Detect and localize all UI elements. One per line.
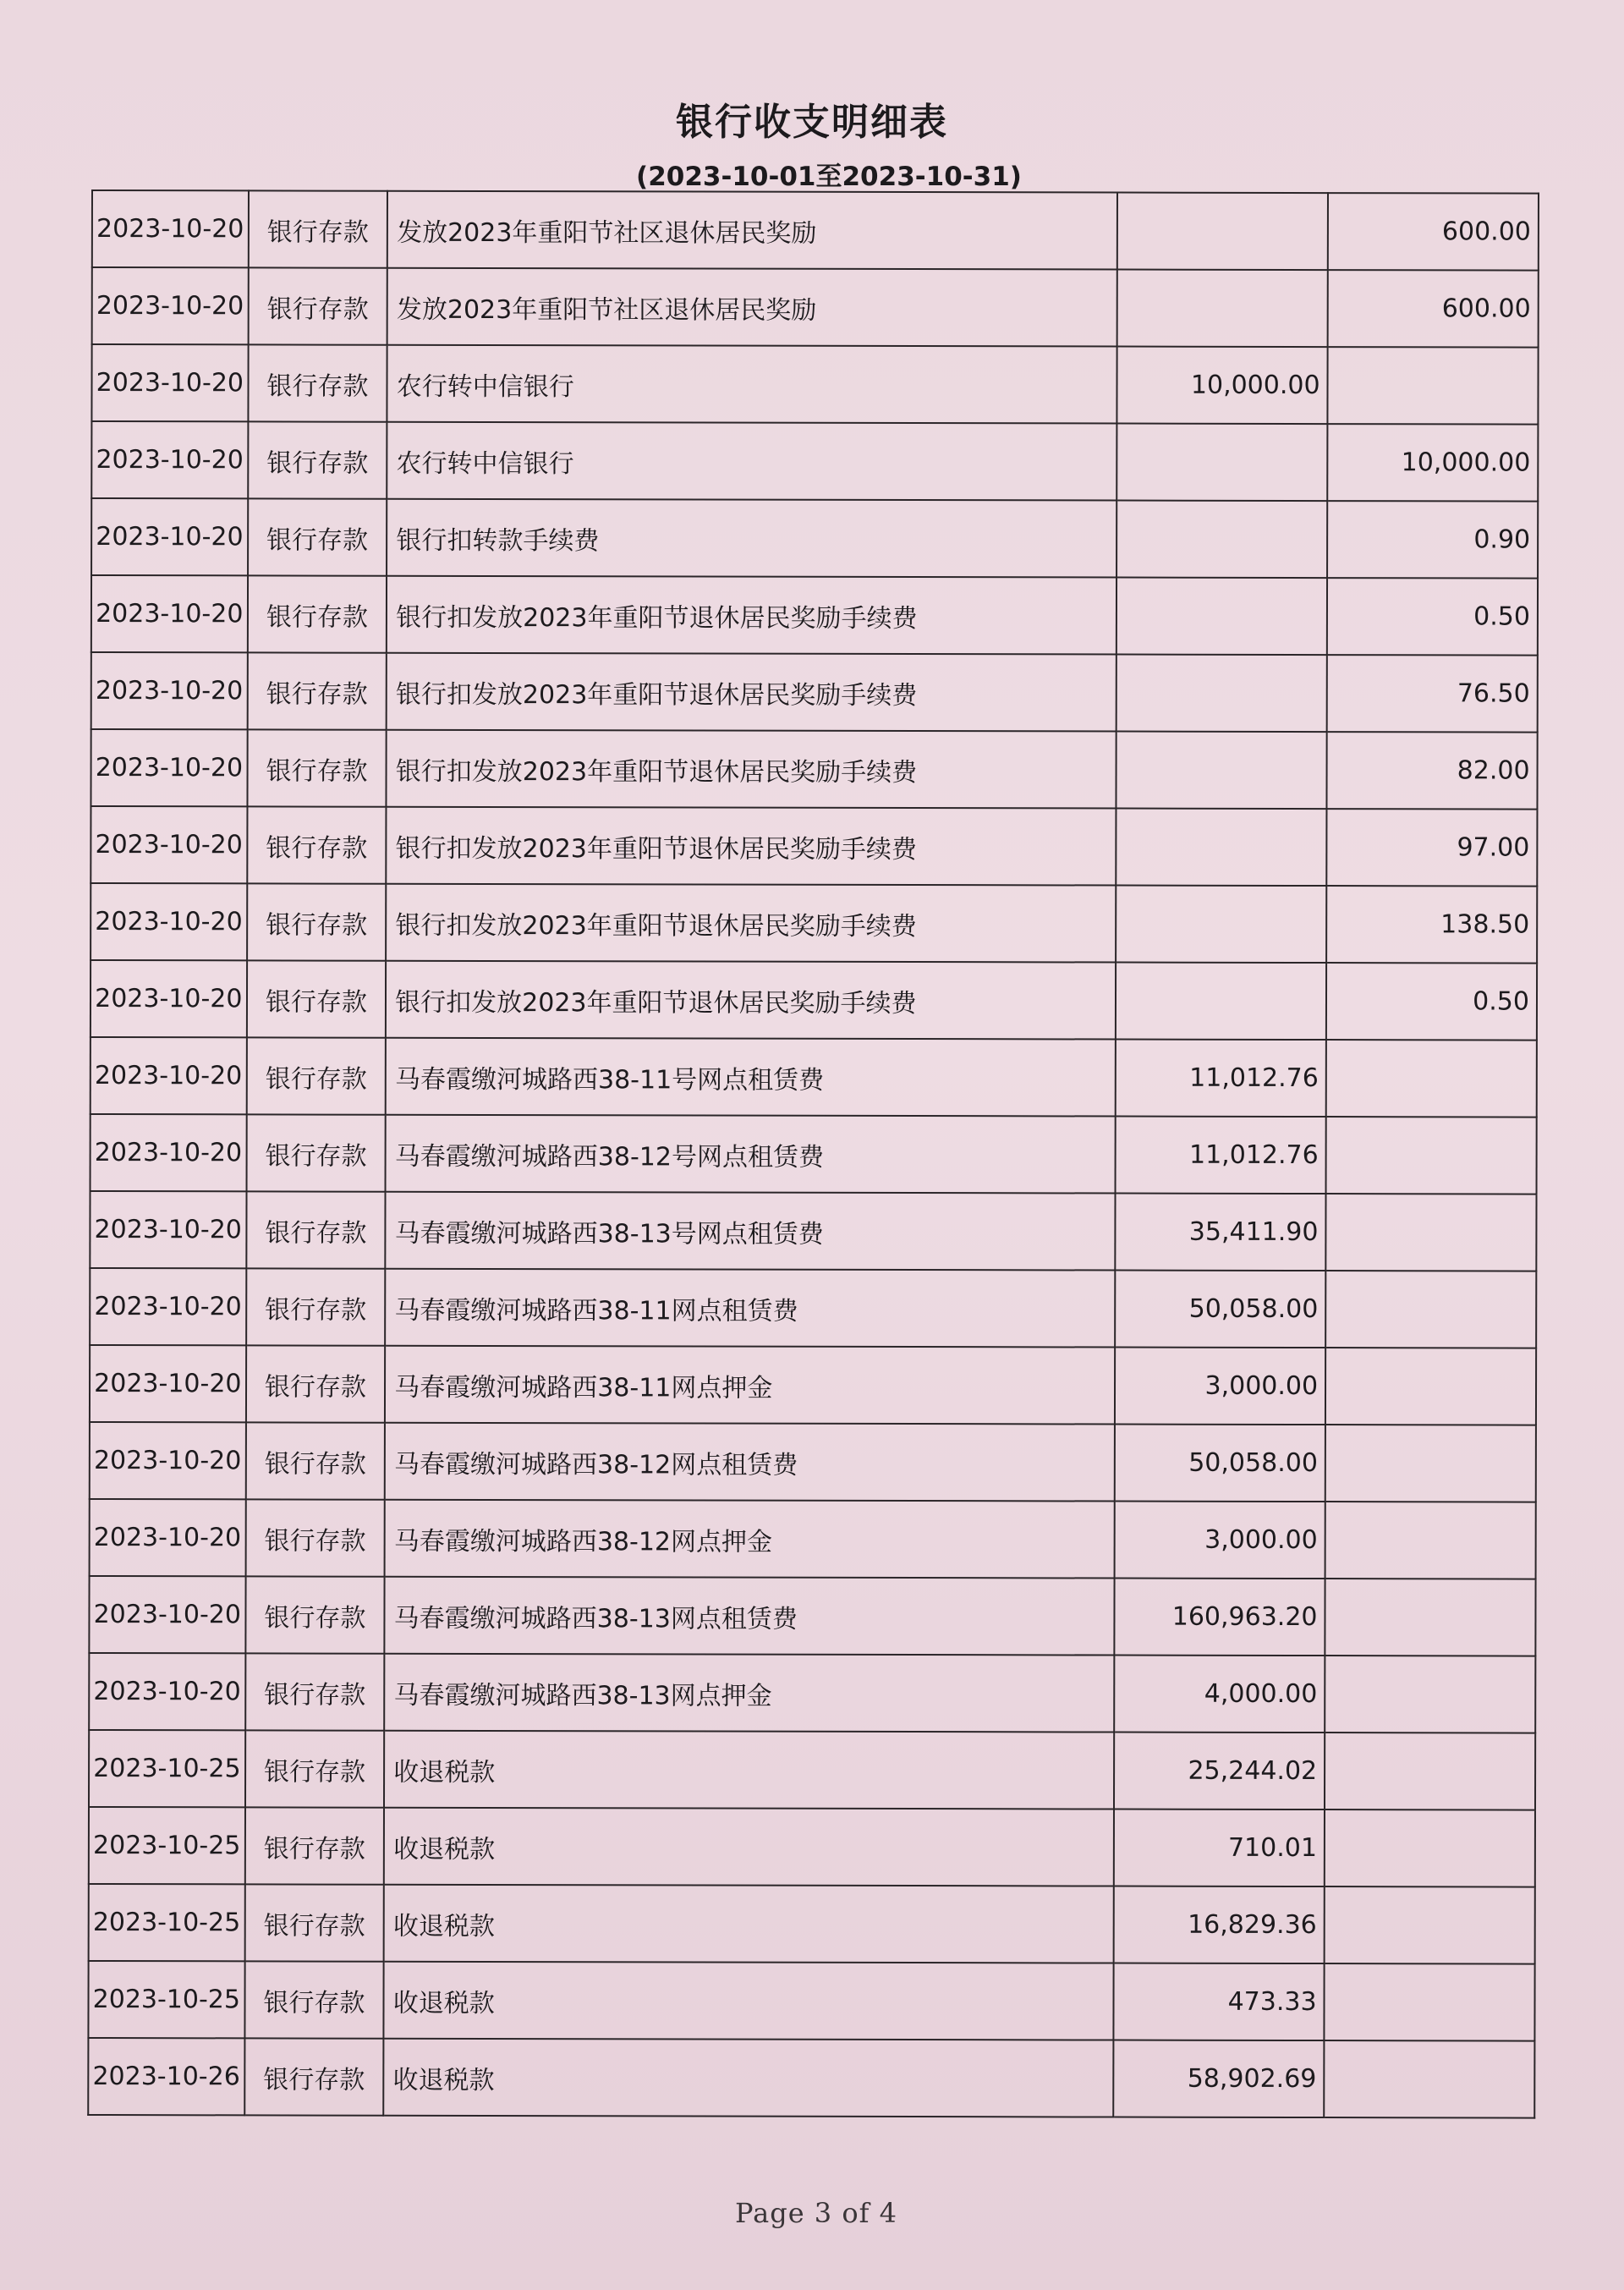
page-number: Page 3 of 4 xyxy=(735,2197,897,2229)
cell-expense xyxy=(1325,1733,1535,1810)
date-range: (2023-10-01至2023-10-31) xyxy=(636,162,1022,192)
cell-income: 35,411.90 xyxy=(1116,1194,1326,1271)
cell-expense xyxy=(1328,347,1539,425)
cell-income xyxy=(1116,655,1327,733)
cell-date: 2023-10-20 xyxy=(89,1653,245,1730)
cell-income xyxy=(1116,732,1327,810)
cell-income: 50,058.00 xyxy=(1115,1425,1325,1502)
table-row xyxy=(91,806,1537,887)
table-row xyxy=(92,267,1539,348)
cell-date: 2023-10-20 xyxy=(91,806,247,883)
cell-account: 银行存款 xyxy=(247,883,387,960)
cell-date: 2023-10-25 xyxy=(89,1730,245,1807)
page-title: 银行收支明细表 xyxy=(676,101,948,144)
cell-description: 马春霞缴河城路西38-11号网点租赁费 xyxy=(386,1038,1116,1117)
cell-expense xyxy=(1324,2040,1534,2118)
cell-account: 银行存款 xyxy=(245,1422,385,1499)
table-row xyxy=(92,190,1539,271)
cell-account: 银行存款 xyxy=(245,1499,385,1576)
cell-expense xyxy=(1324,1963,1534,2041)
table-row xyxy=(91,652,1538,733)
cell-income xyxy=(1117,193,1328,271)
cell-account: 银行存款 xyxy=(246,1345,386,1422)
cell-description: 农行转中信银行 xyxy=(387,345,1117,424)
cell-account: 银行存款 xyxy=(248,190,387,267)
table-row xyxy=(91,960,1537,1041)
cell-date: 2023-10-20 xyxy=(90,1345,246,1422)
cell-description: 马春霞缴河城路西38-12网点租赁费 xyxy=(385,1423,1115,1502)
cell-date: 2023-10-25 xyxy=(89,1807,245,1884)
cell-expense: 0.90 xyxy=(1327,501,1538,579)
cell-date: 2023-10-25 xyxy=(88,1961,244,2038)
cell-account: 银行存款 xyxy=(247,806,387,883)
table-row xyxy=(91,729,1537,810)
table-row xyxy=(89,1653,1535,1733)
cell-date: 2023-10-20 xyxy=(91,652,248,729)
cell-description: 银行扣发放2023年重阳节退休居民奖励手续费 xyxy=(386,884,1116,963)
cell-expense: 10,000.00 xyxy=(1327,424,1538,502)
table-row xyxy=(89,1730,1535,1810)
cell-account: 银行存款 xyxy=(244,2038,384,2115)
cell-expense xyxy=(1325,1425,1536,1502)
cell-expense: 76.50 xyxy=(1327,655,1538,733)
table-row xyxy=(90,1422,1536,1502)
cell-account: 银行存款 xyxy=(248,498,387,575)
cell-date: 2023-10-26 xyxy=(88,2038,244,2115)
cell-description: 马春霞缴河城路西38-12网点押金 xyxy=(385,1500,1115,1579)
ledger-body xyxy=(88,190,1539,2118)
cell-expense: 600.00 xyxy=(1328,193,1539,271)
cell-description: 马春霞缴河城路西38-12号网点租赁费 xyxy=(386,1115,1116,1194)
cell-income xyxy=(1117,270,1328,348)
cell-income: 3,000.00 xyxy=(1115,1348,1325,1425)
cell-description: 收退税款 xyxy=(384,1731,1114,1809)
cell-account: 银行存款 xyxy=(247,575,387,652)
cell-date: 2023-10-20 xyxy=(92,190,249,267)
cell-account: 银行存款 xyxy=(247,729,387,806)
cell-income: 16,829.36 xyxy=(1114,1886,1325,1964)
cell-expense xyxy=(1325,1579,1535,1656)
cell-expense: 138.50 xyxy=(1326,886,1537,964)
cell-income xyxy=(1116,501,1327,579)
table-row xyxy=(91,421,1538,502)
table-row xyxy=(90,1499,1536,1579)
cell-income: 58,902.69 xyxy=(1113,2040,1324,2118)
cell-description: 银行扣发放2023年重阳节退休居民奖励手续费 xyxy=(387,730,1116,809)
cell-description: 银行扣转款手续费 xyxy=(387,499,1116,578)
cell-expense xyxy=(1325,1502,1536,1579)
cell-date: 2023-10-20 xyxy=(91,883,247,960)
cell-income xyxy=(1116,963,1326,1041)
cell-income: 10,000.00 xyxy=(1117,347,1328,425)
cell-expense xyxy=(1325,1348,1536,1425)
cell-account: 银行存款 xyxy=(244,1884,384,1961)
cell-income xyxy=(1116,578,1327,656)
cell-account: 银行存款 xyxy=(245,1576,385,1653)
cell-date: 2023-10-20 xyxy=(89,1576,245,1653)
cell-description: 马春霞缴河城路西38-13号网点租赁费 xyxy=(386,1192,1116,1271)
cell-income: 3,000.00 xyxy=(1115,1502,1325,1579)
cell-description: 收退税款 xyxy=(384,1885,1114,1963)
cell-account: 银行存款 xyxy=(245,1730,385,1807)
cell-description: 银行扣发放2023年重阳节退休居民奖励手续费 xyxy=(387,576,1116,655)
cell-expense xyxy=(1326,1040,1537,1118)
cell-description: 马春霞缴河城路西38-11网点租赁费 xyxy=(385,1269,1115,1348)
cell-description: 银行扣发放2023年重阳节退休居民奖励手续费 xyxy=(386,807,1116,886)
cell-date: 2023-10-20 xyxy=(92,267,249,344)
cell-date: 2023-10-20 xyxy=(90,1191,246,1268)
table-row xyxy=(89,1884,1535,1964)
cell-account: 银行存款 xyxy=(247,960,387,1037)
cell-account: 银行存款 xyxy=(248,267,387,344)
cell-expense xyxy=(1326,1117,1537,1194)
cell-date: 2023-10-20 xyxy=(91,960,247,1037)
cell-account: 银行存款 xyxy=(245,1653,385,1730)
table-row xyxy=(91,883,1537,964)
cell-description: 马春霞缴河城路西38-11网点押金 xyxy=(385,1346,1115,1425)
cell-expense: 600.00 xyxy=(1328,270,1539,348)
cell-expense: 0.50 xyxy=(1326,963,1537,1041)
cell-expense xyxy=(1325,1886,1535,1964)
cell-expense: 97.00 xyxy=(1326,809,1537,887)
cell-income: 25,244.02 xyxy=(1114,1733,1325,1810)
cell-description: 收退税款 xyxy=(384,1808,1114,1886)
cell-date: 2023-10-20 xyxy=(90,1422,246,1499)
cell-income: 4,000.00 xyxy=(1114,1656,1325,1733)
cell-account: 银行存款 xyxy=(244,1961,384,2038)
table-row xyxy=(88,1961,1534,2041)
cell-income xyxy=(1116,424,1327,502)
table-row xyxy=(90,1268,1536,1348)
ledger-table xyxy=(87,189,1539,2119)
cell-description: 农行转中信银行 xyxy=(387,422,1116,501)
table-row xyxy=(90,1191,1536,1271)
table-row xyxy=(90,1345,1536,1425)
cell-expense xyxy=(1325,1656,1535,1733)
cell-date: 2023-10-20 xyxy=(91,575,248,652)
cell-description: 发放2023年重阳节社区退休居民奖励 xyxy=(387,191,1117,270)
cell-description: 银行扣发放2023年重阳节退休居民奖励手续费 xyxy=(386,961,1116,1040)
cell-date: 2023-10-20 xyxy=(91,421,248,498)
cell-expense: 82.00 xyxy=(1327,732,1538,810)
cell-income: 11,012.76 xyxy=(1116,1040,1326,1118)
cell-account: 银行存款 xyxy=(244,1807,384,1884)
cell-account: 银行存款 xyxy=(247,652,387,729)
cell-description: 马春霞缴河城路西38-13网点押金 xyxy=(384,1654,1114,1733)
table-row xyxy=(89,1807,1535,1887)
cell-income xyxy=(1116,809,1326,887)
cell-description: 马春霞缴河城路西38-13网点租赁费 xyxy=(385,1577,1115,1656)
cell-description: 收退税款 xyxy=(384,1962,1114,2040)
cell-date: 2023-10-20 xyxy=(90,1499,246,1576)
cell-account: 银行存款 xyxy=(248,421,387,498)
cell-expense: 0.50 xyxy=(1327,578,1538,656)
cell-description: 银行扣发放2023年重阳节退休居民奖励手续费 xyxy=(387,653,1116,732)
cell-account: 银行存款 xyxy=(248,344,387,421)
table-row xyxy=(91,1037,1537,1118)
table-row xyxy=(91,498,1538,579)
cell-account: 银行存款 xyxy=(246,1268,386,1345)
cell-account: 银行存款 xyxy=(246,1114,386,1191)
cell-income: 160,963.20 xyxy=(1115,1579,1325,1656)
cell-income: 710.01 xyxy=(1114,1809,1325,1887)
cell-date: 2023-10-20 xyxy=(91,1037,247,1114)
cell-account: 银行存款 xyxy=(246,1191,386,1268)
cell-date: 2023-10-20 xyxy=(91,498,248,575)
cell-expense xyxy=(1325,1809,1535,1887)
table-row xyxy=(91,1114,1537,1194)
table-row xyxy=(88,2038,1534,2118)
cell-income: 473.33 xyxy=(1114,1963,1325,2041)
cell-date: 2023-10-20 xyxy=(91,344,248,421)
cell-expense xyxy=(1325,1271,1536,1348)
cell-description: 收退税款 xyxy=(383,2039,1113,2117)
table-row xyxy=(91,575,1538,656)
table-row xyxy=(89,1576,1535,1656)
cell-date: 2023-10-20 xyxy=(90,1268,246,1345)
cell-income: 11,012.76 xyxy=(1116,1117,1326,1194)
cell-description: 发放2023年重阳节社区退休居民奖励 xyxy=(387,268,1117,347)
cell-account: 银行存款 xyxy=(246,1037,386,1114)
cell-date: 2023-10-25 xyxy=(89,1884,245,1961)
cell-income xyxy=(1116,886,1326,964)
table-row xyxy=(91,344,1538,425)
cell-expense xyxy=(1325,1194,1536,1271)
cell-date: 2023-10-20 xyxy=(91,729,247,806)
cell-income: 50,058.00 xyxy=(1115,1271,1325,1348)
cell-date: 2023-10-20 xyxy=(91,1114,247,1191)
